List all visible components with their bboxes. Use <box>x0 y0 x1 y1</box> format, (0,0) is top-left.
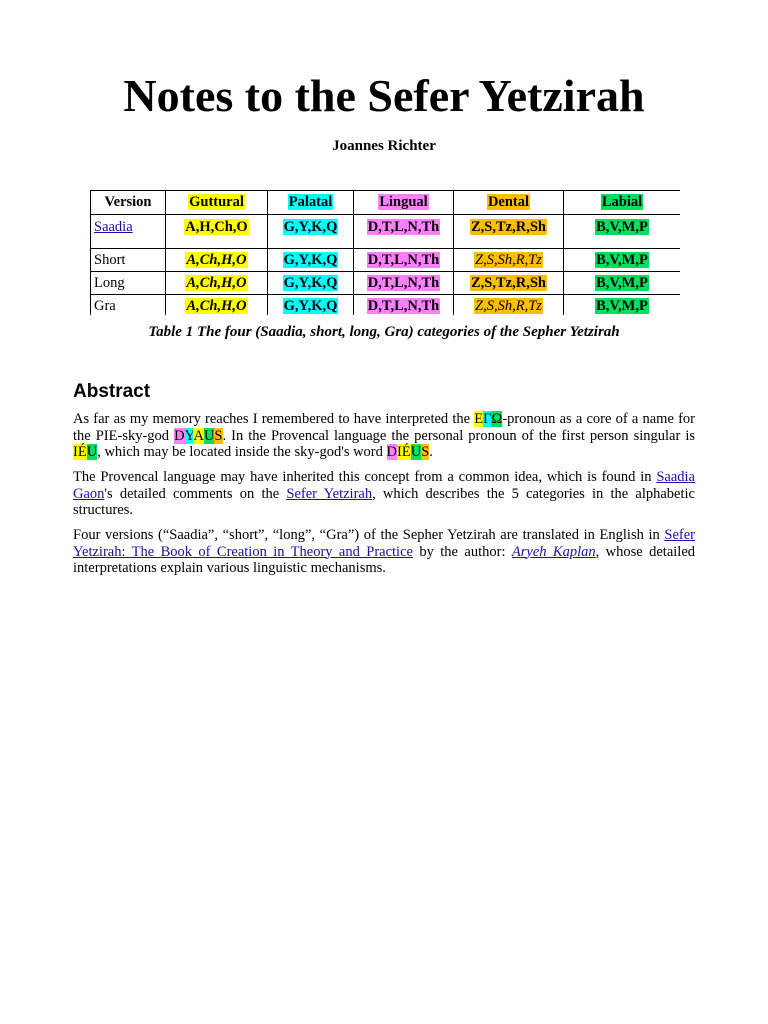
palatal-cell: G,Y,K,Q <box>268 272 354 295</box>
table-caption: Table 1 The four (Saadia, short, long, Gra) categories of the Sepher Yetzirah <box>148 324 620 340</box>
dieus-word: DIÉUS <box>386 444 430 461</box>
labial-cell: B,V,M,P <box>564 272 681 295</box>
labial-cell: B,V,M,P <box>564 215 681 249</box>
version-cell <box>91 215 166 249</box>
header-palatal <box>268 191 354 215</box>
dental-cell: Z,S,Tz,R,Sh <box>454 272 564 295</box>
dental-cell: Z,S,Sh,R,Tz <box>454 249 564 272</box>
palatal-cell: G,Y,K,Q <box>268 215 354 249</box>
palatal-cell: G,Y,K,Q <box>268 249 354 272</box>
table-header-row <box>91 191 681 215</box>
abstract-paragraph-2: The Provencal language may have inherited this concept from a common idea, which is found in Saadia Gaon's detailed comments on the Sefer Yetzirah, which describes the 5 categories in the alphabetic structures. <box>73 469 695 519</box>
header-labial <box>564 191 681 215</box>
ieu-pronoun: IÉU <box>73 444 98 461</box>
table-row <box>91 295 681 316</box>
lingual-cell: D,T,L,N,Th <box>354 272 454 295</box>
version-cell: Short <box>91 249 166 272</box>
guttural-cell: A,H,Ch,O <box>166 215 268 249</box>
header-version: Version <box>91 191 166 215</box>
saadia-gaon-link[interactable]: Saadia Gaon <box>73 469 695 502</box>
labial-cell: B,V,M,P <box>564 295 681 316</box>
aryeh-kaplan-link[interactable]: Aryeh Kaplan <box>511 543 596 560</box>
palatal-cell: G,Y,K,Q <box>268 295 354 316</box>
table-row <box>91 272 681 295</box>
saadia-link[interactable]: Saadia <box>94 219 133 235</box>
table-row <box>91 249 681 272</box>
version-cell: Long <box>91 272 166 295</box>
abstract-paragraph-3: Four versions (“Saadia”, “short”, “long”, “Gra”) of the Sepher Yetzirah are translated in English in Sefer Yetzirah: The Book of Creation in Theory and Practice by the author: Aryeh Kaplan, whose detailed interpretations explain various linguistic mechanisms. <box>73 527 696 577</box>
version-cell: Gra <box>91 295 166 316</box>
header-guttural <box>166 191 268 215</box>
labial-cell: B,V,M,P <box>564 249 681 272</box>
table-row <box>91 215 681 249</box>
header-lingual-label: Lingual <box>379 194 428 210</box>
guttural-cell: A,Ch,H,O <box>166 249 268 272</box>
lingual-cell: D,T,L,N,Th <box>354 295 454 316</box>
header-palatal-label: Palatal <box>288 194 333 210</box>
sefer-yetzirah-link[interactable]: Sefer Yetzirah <box>286 485 373 502</box>
header-dental-label: Dental <box>487 194 530 210</box>
dental-cell: Z,S,Tz,R,Sh <box>454 215 564 249</box>
page-title: Notes to the Sefer Yetzirah <box>123 70 645 121</box>
header-guttural-label: Guttural <box>189 194 244 210</box>
header-labial-label: Labial <box>601 194 643 210</box>
header-dental <box>454 191 564 215</box>
header-lingual <box>354 191 454 215</box>
lingual-cell: D,T,L,N,Th <box>354 215 454 249</box>
ego-pronoun: ΕΓΩ <box>474 411 503 427</box>
abstract-heading: Abstract <box>73 381 151 402</box>
author-name: Joannes Richter <box>332 138 436 154</box>
guttural-cell: A,Ch,H,O <box>166 272 268 295</box>
dental-cell: Z,S,Sh,R,Tz <box>454 295 564 316</box>
category-table <box>90 190 680 315</box>
lingual-cell: D,T,L,N,Th <box>354 249 454 272</box>
book-of-creation-link[interactable]: Sefer Yetzirah: The Book of Creation in Theory and Practice <box>73 527 695 560</box>
category-table-container <box>90 190 680 315</box>
abstract-paragraph-1: As far as my memory reaches I remembered to have interpreted the ΕΓΩ-pronoun as a core of a name for the PIE-sky-god DYAUS. In the Provencal language the personal pronoun of the first person singular is IÉU, which may be located inside the sky-god's word DIÉUS. <box>73 411 696 461</box>
dyaus-word: DYAUS <box>174 427 223 444</box>
guttural-cell: A,Ch,H,O <box>166 295 268 316</box>
